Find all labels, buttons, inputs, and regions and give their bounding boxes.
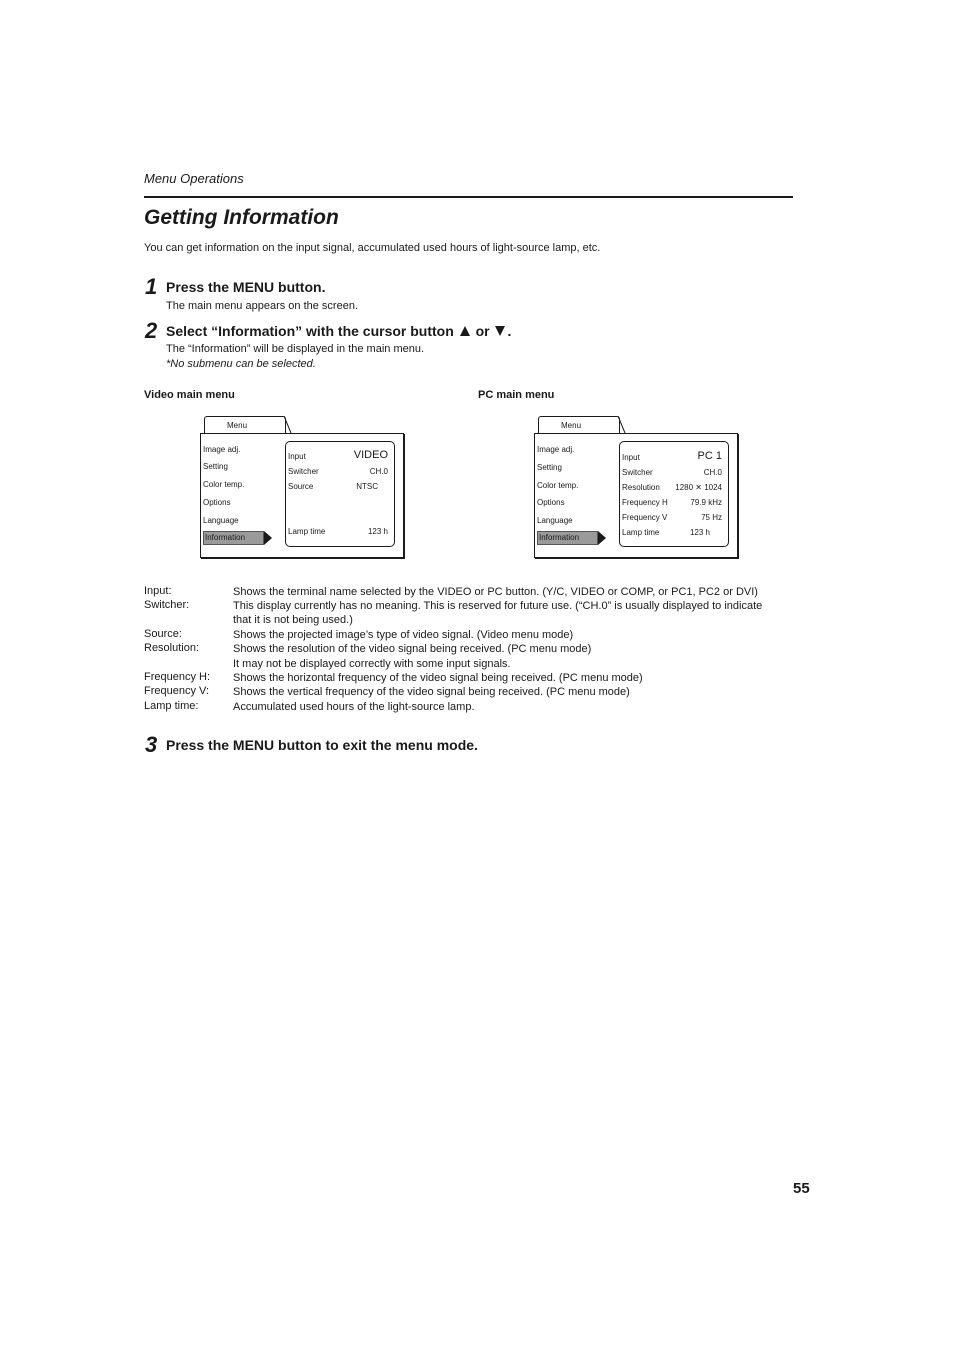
info-value: 123 h — [689, 528, 710, 537]
desc-term-frequency-v: Frequency V: — [144, 685, 210, 697]
step-1-heading: Press the MENU button. — [166, 279, 326, 295]
info-value: CH.0 — [703, 468, 722, 477]
info-key: Lamp time — [622, 528, 660, 537]
info-key: Frequency H — [622, 498, 668, 507]
desc-text-frequency-h: Shows the horizontal frequency of the video signal being received. (PC menu mode) — [233, 672, 643, 684]
info-key: Lamp time — [288, 527, 326, 536]
section-label: Menu Operations — [144, 171, 244, 186]
menu-item-color-temp[interactable]: Color temp. — [203, 480, 245, 489]
menu-item-information[interactable]: Information — [203, 531, 264, 545]
menu-item-information[interactable]: Information — [537, 531, 598, 545]
menu-item-setting[interactable]: Setting — [537, 463, 562, 472]
pc-menu-caption: PC main menu — [478, 389, 555, 401]
step-1-number: 1 — [145, 274, 158, 299]
step-2-heading-mid: or — [475, 323, 490, 339]
info-value: VIDEO — [353, 449, 388, 461]
video-main-menu — [200, 416, 405, 559]
page-title: Getting Information — [144, 206, 339, 229]
step-2-heading-pre: Select “Information” with the cursor button — [166, 323, 454, 339]
info-value: CH.0 — [369, 467, 388, 476]
step-2-note: *No submenu can be selected. — [166, 358, 316, 370]
info-panel — [619, 441, 729, 547]
info-value: 123 h — [367, 527, 388, 536]
desc-term-input: Input: — [144, 585, 172, 597]
menu-tab — [538, 416, 620, 434]
cursor-down-icon — [495, 326, 505, 336]
info-key: Resolution — [622, 483, 660, 492]
info-key: Switcher — [622, 468, 653, 477]
info-panel — [285, 441, 395, 547]
menu-tab-label: Menu — [561, 421, 582, 430]
page-number: 55 — [793, 1180, 810, 1197]
info-value: PC 1 — [697, 450, 722, 462]
info-key: Source — [288, 482, 314, 491]
desc-text-lamp-time: Accumulated used hours of the light-source lamp. — [233, 701, 475, 713]
desc-term-lamp-time: Lamp time: — [144, 700, 199, 712]
info-value: 79.9 kHz — [690, 498, 722, 507]
step-3-heading: Press the MENU button to exit the menu mode. — [166, 737, 478, 753]
menu-item-options[interactable]: Options — [537, 498, 565, 507]
desc-term-frequency-h: Frequency H: — [144, 671, 211, 683]
cursor-up-icon — [460, 326, 470, 336]
info-key: Input — [288, 452, 306, 461]
menu-item-image-adj[interactable]: Image adj. — [537, 445, 575, 454]
menu-frame — [200, 433, 404, 558]
pc-main-menu — [534, 416, 739, 559]
desc-text-resolution-note: It may not be displayed correctly with some input signals. — [233, 658, 511, 670]
info-key: Frequency V — [622, 513, 668, 522]
menu-item-color-temp[interactable]: Color temp. — [537, 481, 579, 490]
menu-item-language[interactable]: Language — [537, 516, 573, 525]
video-menu-caption: Video main menu — [144, 389, 235, 401]
step-3-number: 3 — [145, 732, 158, 757]
submenu-arrow-icon — [598, 531, 606, 545]
tab-slant — [618, 416, 626, 434]
menu-item-options[interactable]: Options — [203, 498, 231, 507]
menu-tab-label: Menu — [227, 421, 248, 430]
intro-text: You can get information on the input signal, accumulated used hours of light-source lamp, etc. — [144, 242, 601, 254]
desc-text-resolution: Shows the resolution of the video signal being received. (PC menu mode) — [233, 643, 592, 655]
info-key: Input — [622, 453, 640, 462]
step-2-heading-post: . — [507, 323, 512, 339]
tab-slant — [284, 416, 292, 434]
step-2-sub: The “Information” will be displayed in the main menu. — [166, 343, 425, 355]
desc-text-source: Shows the projected image’s type of video signal. (Video menu mode) — [233, 629, 574, 641]
desc-term-switcher: Switcher: — [144, 599, 190, 611]
step-2-heading — [166, 323, 511, 339]
desc-text-frequency-v: Shows the vertical frequency of the video signal being received. (PC menu mode) — [233, 686, 630, 698]
menu-item-setting[interactable]: Setting — [203, 462, 228, 471]
menu-item-image-adj[interactable]: Image adj. — [203, 445, 241, 454]
desc-text-input: Shows the terminal name selected by the VIDEO or PC button. (Y/C, VIDEO or COMP, or PC1, PC2 or DVI) — [233, 586, 758, 598]
info-key: Switcher — [288, 467, 319, 476]
desc-term-source: Source: — [144, 628, 182, 640]
info-value: 1280 ✕ 1024 — [675, 483, 722, 492]
step-2-number: 2 — [145, 318, 158, 343]
info-value: NTSC — [356, 482, 378, 491]
desc-text-switcher: This display currently has no meaning. This is reserved for future use. (“CH.0” is usually displayed to indicate that it is not being used.) — [233, 600, 763, 626]
menu-item-language[interactable]: Language — [203, 516, 239, 525]
info-value: 75 Hz — [701, 513, 722, 522]
step-1-sub: The main menu appears on the screen. — [166, 300, 359, 312]
menu-frame — [534, 433, 738, 558]
header-rule — [144, 196, 793, 198]
desc-term-resolution: Resolution: — [144, 642, 200, 654]
menu-tab — [204, 416, 286, 434]
submenu-arrow-icon — [264, 531, 272, 545]
